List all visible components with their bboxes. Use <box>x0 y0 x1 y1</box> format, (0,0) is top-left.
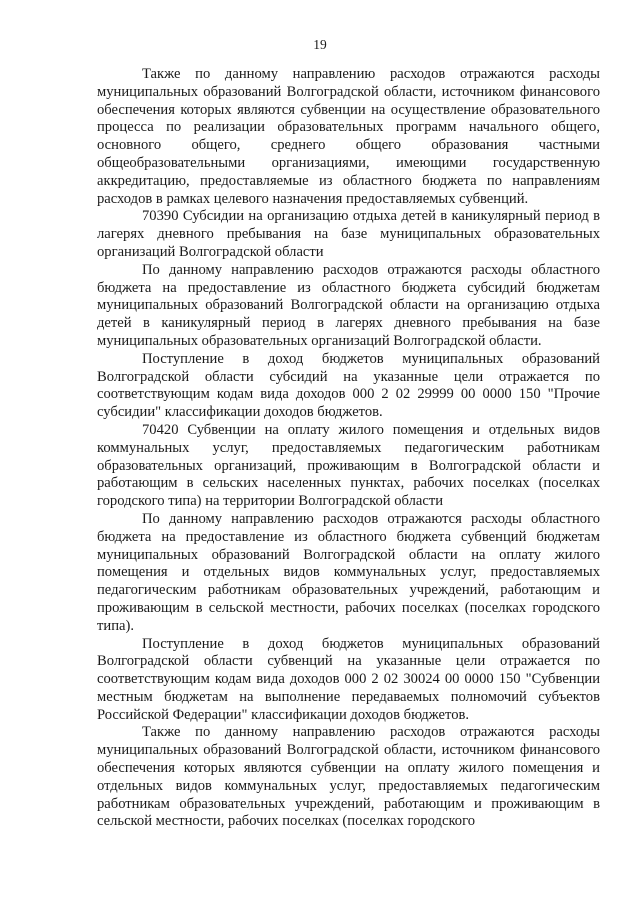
paragraph-70420-municipal: Также по данному направлению расходов отражаются расходы муниципальных образований Волгоградской области, источником финансового обеспечения которых являются субвенции на оплату жилого помещения и отдельных видов коммунальных услуг, предоставляемых педагогическим работникам образовательных учреждений, работающим и проживающим в сельской местности, рабочих поселках (поселках городского <box>97 724 600 830</box>
heading-70420: 70420 Субвенции на оплату жилого помещения и отдельных видов коммунальных услуг, предоставляемых педагогическим работникам образовательных организаций, проживающим в Волгоградской области и работающим в сельских населенных пунктах, рабочих поселках (поселках городского типа) на территории Волгоградской области <box>97 421 600 510</box>
paragraph-70390-description: По данному направлению расходов отражаются расходы областного бюджета на предоставление из областного бюджета субсидий бюджетам муниципальных образований Волгоградской области на организацию отдыха детей в каникулярный период в лагерях дневного пребывания на базе муниципальных образовательных организаций Волгоградской области. <box>97 261 600 349</box>
page-number: 19 <box>313 37 327 52</box>
paragraph-subventions-private-schools: Также по данному направлению расходов отражаются расходы муниципальных образований Волгоградской области, источником финансового обеспечения которых являются субвенции на осуществление образовательного процесса по реализации образовательных программ начального общего, основного общего, среднего общего образования частными общеобразовательными организациями, имеющими государственную аккредитацию, предоставляемые из областного бюджета по направлениям расходов в рамках целевого назначения предоставляемых субвенций. <box>97 66 600 207</box>
paragraph-70420-revenue: Поступление в доход бюджетов муниципальных образований Волгоградской области субвенций на указанные цели отражается по соответствующим кодам вида доходов 000 2 02 30024 00 0000 150 "Субвенции местным бюджетам на выполнение передаваемых полномочий субъектов Российской Федерации" классификации доходов бюджетов. <box>97 635 600 723</box>
heading-70390: 70390 Субсидии на организацию отдыха детей в каникулярный период в лагерях дневного пребывания на базе муниципальных образовательных организаций Волгоградской области <box>97 208 600 260</box>
paragraph-70390-revenue: Поступление в доход бюджетов муниципальных образований Волгоградской области субсидий на указанные цели отражается по соответствующим кодам вида доходов 000 2 02 29999 00 0000 150 "Прочие субсидии" классификации доходов бюджетов. <box>97 350 600 421</box>
paragraph-70420-description: По данному направлению расходов отражаются расходы областного бюджета на предоставление из областного бюджета субвенций бюджетам муниципальных образований Волгоградской области на оплату жилого помещения и отдельных видов коммунальных услуг, предоставляемых педагогическим работникам образовательных учреждений, работающим и проживающим в сельской местности, рабочих поселках (поселках городского типа). <box>97 510 600 634</box>
document-body <box>97 66 600 831</box>
